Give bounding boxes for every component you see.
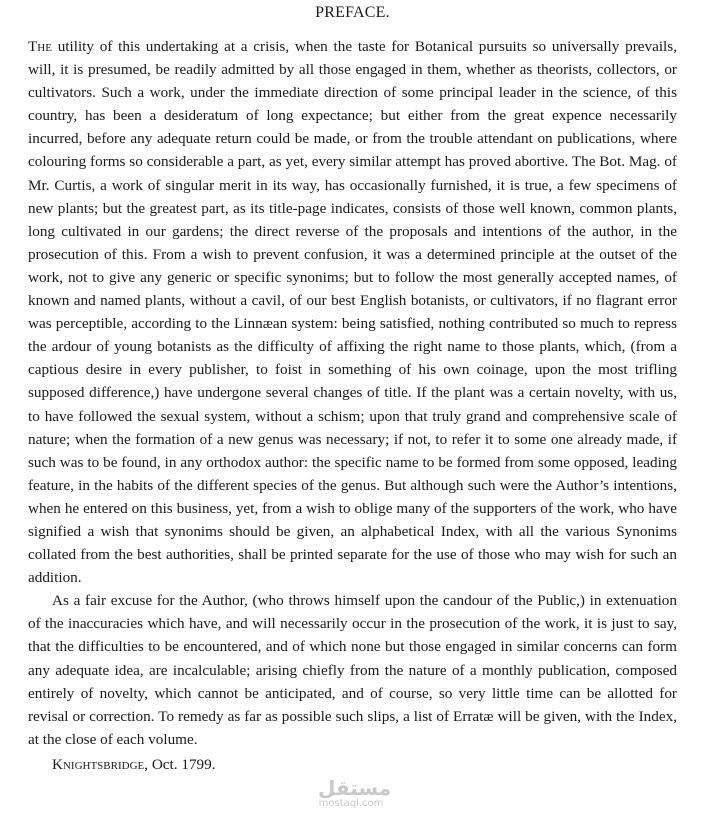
- signoff-place: Knightsbridge: [52, 755, 145, 773]
- paragraph-1-lead: The: [28, 38, 52, 55]
- watermark-logo: مستقل: [318, 776, 392, 800]
- watermark-text: mostaql.com: [318, 798, 384, 809]
- document-page: [28, 0, 677, 832]
- paragraph-2: As a fair excuse for the Author, (who throws himself upon the candour of the Public,) in extenuation of the inaccuracies which have, and will necessarily occur in the prosecution of the work, it is just to say, that the difficulties to be encountered, and of which none but those engaged in similar concerns can form any adequate idea, are incalculable; arising chiefly from the nature of a monthly publication, composed entirely of novelty, which cannot be anticipated, and of course, so very little time can be allotted for revisal or correction. To remedy as far as possible such slips, a list of Erratæ will be given, with the Index, at the close of each volume.: [28, 592, 677, 748]
- paragraph-1-text: utility of this undertaking at a crisis, when the taste for Botanical pursuits so universally prevails, will, it is presumed, be readily admitted by all those engaged in them, whether as theorists, collectors, or cultivators. Such a work, under the immediate direction of some principal leader in the science, of this country, has been a desideratum of long expectance; but either from the great expence necessarily incurred, before any adequate return could be made, or from the trouble attendant on publications, where colouring forms so considerable a part, as yet, every similar attempt has proved abortive. The Bot. Mag. of Mr. Curtis, a work of singular merit in its way, has occasionally furnished, it is true, a few specimens of new plants; but the greatest part, as its title-page indicates, consists of those well known, common plants, long cultivated in our gardens; the direct reverse of the proposals and intentions of the author, in the prosecution of this. From a wish to prevent confusion, it was a determined principle at the outset of the work, not to give any generic or specific synonims; but to follow the most generally accepted names, of known and named plants, without a cavil, of our best English botanists, or cultivators, if no flagrant error was perceptible, according to the Linnæan system: being satisfied, nothing contributed so much to repress the ardour of young botanists as the difficulty of affixing the right name to those plants, which, (from a captious desire in every publisher, to foist in something of his own coinage, upon the most trifling supposed difference,) have undergone several changes of title. If the plant was a certain novelty, with us, to have followed the sexual system, without a schism; upon that truly grand and comprehensive scale of nature; when the formation of a new genus was necessary; if not, to refer it to some one already made, if such was to be found, in any orthodox author: the specific name to be formed from some opposed, leading feature, in the habits of the different species of the genus. But although such were the Author’s intentions, when he entered on this business, yet, from a wish to oblige many of the supporters of the work, who have signified a wish that synonims should be given, an alphabetical Index, with all the various Synonims collated from the best authorities, shall be printed separate for the use of those who may wish for such an addition.: [28, 38, 677, 587]
- paragraph-1: [28, 35, 677, 589]
- signoff-date: , Oct. 1799.: [144, 755, 216, 773]
- signoff: [52, 753, 677, 776]
- page-title: PREFACE.: [315, 4, 390, 21]
